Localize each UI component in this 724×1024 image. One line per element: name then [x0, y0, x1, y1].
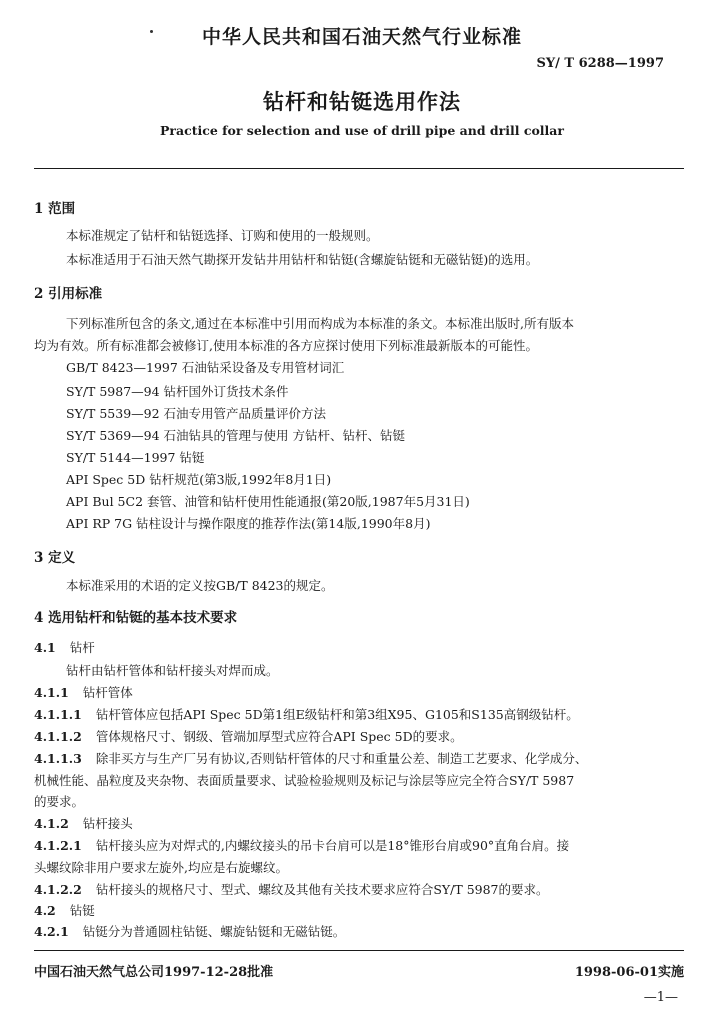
standard-title: 中华人民共和国石油天然气行业标准 [201, 26, 522, 48]
clause-number: 4.1.2.1 [34, 838, 82, 853]
reference-item: GB/T 8423—1997 石油钻采设备及专用管材词汇 [66, 360, 345, 375]
clause-text: 钻杆接头的规格尺寸、型式、螺纹及其他有关技术要求应符合SY/T 5987的要求。 [95, 882, 549, 897]
section-4-heading: 4 选用钻杆和钻铤的基本技术要求 [34, 610, 238, 626]
clause-number: 4.1.1.3 [34, 751, 82, 766]
clause-text: 的要求。 [34, 794, 85, 809]
clause-number: 4.1.1.2 [34, 729, 82, 744]
reference-item: SY/T 5539—92 石油专用管产品质量评价方法 [66, 406, 327, 421]
clause-paragraph: 钻杆由钻杆管体和钻杆接头对焊而成。 [66, 663, 279, 678]
clause-4-1-2-2 [34, 880, 549, 898]
clause-number: 4.1.1.1 [34, 707, 82, 722]
reference-item: SY/T 5144—1997 钻铤 [66, 450, 205, 465]
clause-title: 钻铤 [69, 903, 95, 918]
clause-text: 钻杆管体应包括API Spec 5D第1组E级钻杆和第3组X95、G105和S135高钢级钻杆。 [95, 707, 579, 722]
reference-item: SY/T 5987—94 钻杆国外订货技术条件 [66, 384, 289, 399]
document-subtitle: Practice for selection and use of drill pipe and drill collar [160, 123, 564, 138]
clause-4-2 [34, 901, 95, 919]
clause-number: 4.1.1 [34, 685, 69, 700]
approval-note: 中国石油天然气总公司1997-12-28批准 [34, 965, 274, 980]
section-3-heading: 3 定义 [34, 550, 76, 566]
reference-item: API Spec 5D 钻杆规范(第3版,1992年8月1日) [66, 472, 332, 487]
clause-4-1-1-2 [34, 727, 463, 745]
clause-title: 钻杆 [69, 640, 95, 655]
clause-text: 除非买方与生产厂另有协议,否则钻杆管体的尺寸和重量公差、制造工艺要求、化学成分、 [95, 751, 588, 766]
clause-4-1-2-1 [34, 836, 569, 854]
clause-text: 钻杆接头应为对焊式的,内螺纹接头的吊卡台肩可以是18°锥形台肩或90°直角台肩。接 [95, 838, 570, 853]
clause-title: 钻杆接头 [82, 816, 133, 831]
reference-item: SY/T 5369—94 石油钻具的管理与使用 方钻杆、钻杆、钻铤 [66, 428, 406, 443]
section-2-heading: 2 引用标准 [34, 286, 103, 302]
reference-item: API Bul 5C2 套管、油管和钻杆使用性能通报(第20版,1987年5月31日) [66, 494, 470, 509]
footer-divider [34, 950, 684, 951]
clause-4-1-1-3 [34, 749, 587, 767]
clause-number: 4.2.1 [34, 924, 69, 939]
section-1-heading: 1 范围 [34, 201, 76, 217]
clause-4-1-1 [34, 683, 133, 701]
clause-text: 钻铤分为普通圆柱钻铤、螺旋钻铤和无磁钻铤。 [82, 924, 346, 939]
clause-number: 4.1.2.2 [34, 882, 82, 897]
clause-text: 头螺纹除非用户要求左旋外,均应是右旋螺纹。 [34, 860, 288, 875]
document-title: 钻杆和钻铤选用作法 [263, 89, 461, 114]
standard-code: SY/ T 6288—1997 [536, 56, 664, 71]
clause-4-2-1 [34, 922, 345, 940]
effective-date: 1998-06-01实施 [574, 965, 684, 980]
section-1-paragraph: 本标准适用于石油天然气勘探开发钻井用钻杆和钻铤(含螺旋钻铤和无磁钻铤)的选用。 [66, 252, 539, 267]
section-1-paragraph: 本标准规定了钻杆和钻铤选择、订购和使用的一般规则。 [66, 228, 379, 243]
header-divider [34, 168, 684, 169]
clause-title: 钻杆管体 [82, 685, 133, 700]
clause-number: 4.1 [34, 640, 56, 655]
section-2-paragraph: 下列标准所包含的条文,通过在本标准中引用而构成为本标准的条文。本标准出版时,所有版本 [66, 316, 574, 331]
clause-text: 管体规格尺寸、钢级、管端加厚型式应符合API Spec 5D的要求。 [95, 729, 463, 744]
clause-4-1-2 [34, 814, 133, 832]
clause-number: 4.2 [34, 903, 56, 918]
section-2-paragraph: 均为有效。所有标准都会被修订,使用本标准的各方应探讨使用下列标准最新版本的可能性。 [34, 338, 538, 353]
reference-item: API RP 7G 钻柱设计与操作限度的推荐作法(第14版,1990年8月) [66, 516, 431, 531]
section-3-paragraph: 本标准采用的术语的定义按GB/T 8423的规定。 [66, 578, 334, 593]
page-number: —1— [643, 990, 678, 1005]
clause-4-1-1-1 [34, 705, 579, 723]
clause-text: 机械性能、晶粒度及夹杂物、表面质量要求、试验检验规则及标记与涂层等应完全符合SY/T 5987 [34, 773, 575, 788]
clause-number: 4.1.2 [34, 816, 69, 831]
clause-4-1 [34, 638, 95, 656]
